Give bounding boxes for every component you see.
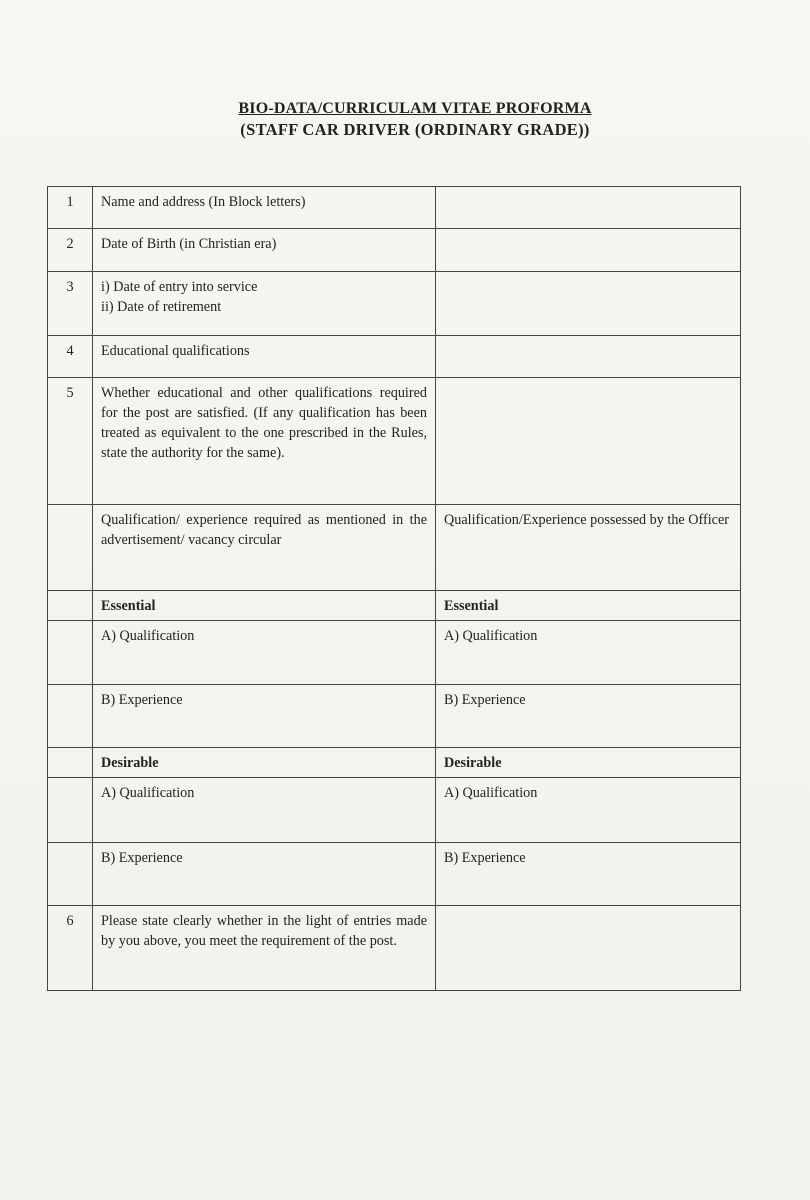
row-number-empty (48, 778, 93, 843)
table-row-essential-experience (48, 685, 741, 748)
row-label-name-address: Name and address (In Block letters) (93, 187, 436, 229)
row-label-educational-qualifications: Educational qualifications (93, 336, 436, 378)
table-row-comparison-header (48, 505, 741, 591)
row-number-empty (48, 685, 93, 748)
row-label-date-of-birth: Date of Birth (in Christian era) (93, 229, 436, 272)
desirable-experience-required[interactable]: B) Experience (93, 843, 436, 906)
row-number: 6 (48, 906, 93, 991)
row-number: 3 (48, 272, 93, 336)
essential-heading-required: Essential (93, 591, 436, 621)
row-label-meets-requirement: Please state clearly whether in the light of entries made by you above, you meet the requirement of the post. (93, 906, 436, 991)
row-number: 5 (48, 378, 93, 505)
row-number-empty (48, 505, 93, 591)
table-row-date-of-birth (48, 229, 741, 272)
table-row-essential-qualification (48, 621, 741, 685)
answer-cell-educational-qualifications[interactable] (436, 336, 741, 378)
table-row-educational-qualifications (48, 336, 741, 378)
answer-cell-meets-requirement[interactable] (436, 906, 741, 991)
row-number-empty (48, 621, 93, 685)
table-row-meets-requirement (48, 906, 741, 991)
table-row-qualifications-satisfied (48, 378, 741, 505)
essential-experience-required[interactable]: B) Experience (93, 685, 436, 748)
document-title: BIO-DATA/CURRICULAM VITAE PROFORMA (238, 100, 592, 117)
row-number: 2 (48, 229, 93, 272)
essential-experience-possessed[interactable]: B) Experience (436, 685, 741, 748)
table-row-desirable-heading (48, 748, 741, 778)
row-number-empty (48, 843, 93, 906)
answer-cell-name-address[interactable] (436, 187, 741, 229)
row-label-service-dates (93, 272, 436, 336)
label-qualification-required: Qualification/ experience required as mentioned in the advertisement/ vacancy circular (93, 505, 436, 591)
desirable-qualification-required[interactable]: A) Qualification (93, 778, 436, 843)
answer-cell-qualifications-satisfied[interactable] (436, 378, 741, 505)
table-row-desirable-experience (48, 843, 741, 906)
essential-qualification-possessed[interactable]: A) Qualification (436, 621, 741, 685)
desirable-heading-required: Desirable (93, 748, 436, 778)
label-qualification-possessed: Qualification/Experience possessed by the Officer (436, 505, 741, 591)
row-label-qualifications-satisfied: Whether educational and other qualifications required for the post are satisfied. (If any qualification has been treated as equivalent to the one prescribed in the Rules, state the authority for the same). (93, 378, 436, 505)
table-row-desirable-qualification (48, 778, 741, 843)
row-number-empty (48, 748, 93, 778)
row-number-empty (48, 591, 93, 621)
row-number: 1 (48, 187, 93, 229)
desirable-experience-possessed[interactable]: B) Experience (436, 843, 741, 906)
label-date-of-entry: i) Date of entry into service (101, 279, 258, 295)
row-number: 4 (48, 336, 93, 378)
answer-cell-date-of-birth[interactable] (436, 229, 741, 272)
answer-cell-service-dates[interactable] (436, 272, 741, 336)
document-header (0, 100, 810, 140)
label-date-of-retirement: ii) Date of retirement (101, 299, 222, 315)
desirable-heading-possessed: Desirable (436, 748, 741, 778)
essential-heading-possessed: Essential (436, 591, 741, 621)
table-row-name-address (48, 187, 741, 229)
desirable-qualification-possessed[interactable]: A) Qualification (436, 778, 741, 843)
table-row-essential-heading (48, 591, 741, 621)
essential-qualification-required[interactable]: A) Qualification (93, 621, 436, 685)
biodata-table (47, 186, 741, 991)
document-subtitle: (STAFF CAR DRIVER (ORDINARY GRADE)) (240, 120, 590, 139)
table-row-service-dates (48, 272, 741, 336)
